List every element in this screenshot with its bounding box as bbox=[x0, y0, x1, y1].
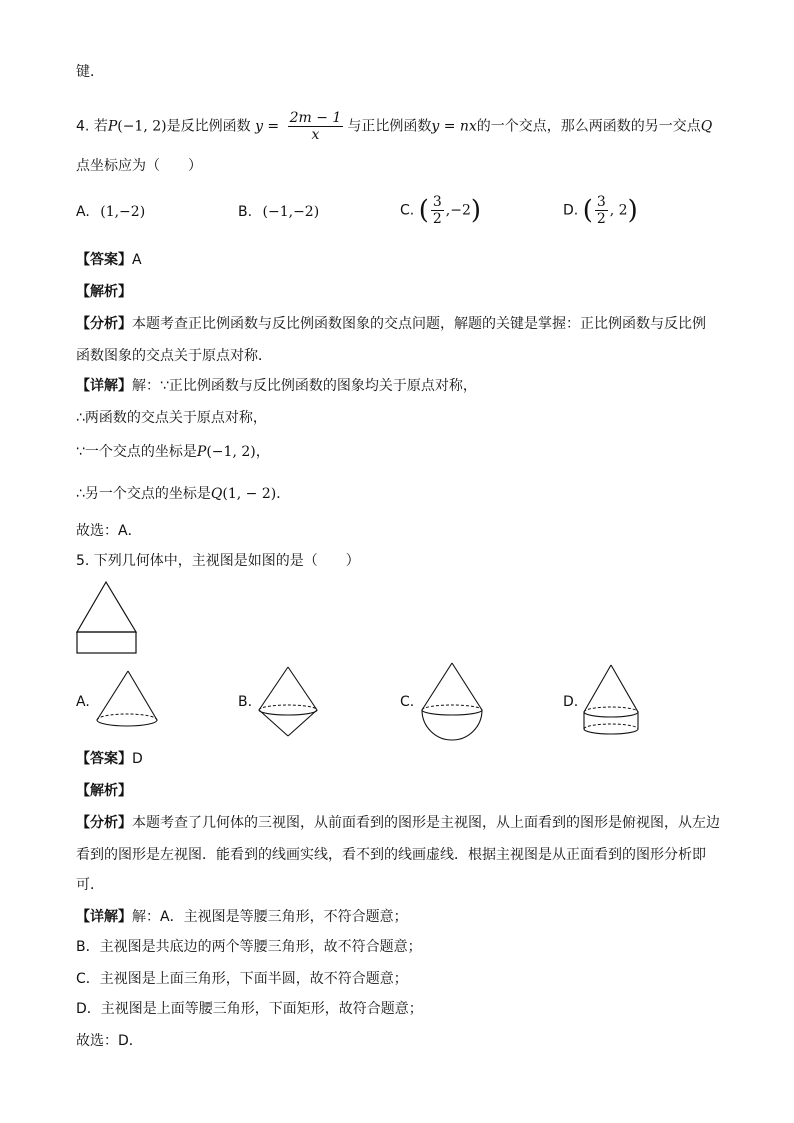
xiangjie-text: 解：A．主视图是等腰三角形，不符合题意； bbox=[132, 909, 408, 925]
q4-point-p: P bbox=[107, 118, 118, 135]
option-value: (−1,−2) bbox=[262, 204, 320, 220]
q5-option-b-double-cone[interactable] bbox=[256, 664, 322, 740]
q4-stem-line1 bbox=[76, 110, 712, 143]
frac-den: 2 bbox=[596, 211, 606, 227]
fenxi-label: 【分析】 bbox=[76, 815, 132, 831]
q4-point-q: Q bbox=[700, 118, 713, 135]
option-value: (1,−2) bbox=[100, 204, 146, 220]
answer-value: D bbox=[132, 751, 143, 767]
q4-stem-line2: 点坐标应为（ ） bbox=[76, 158, 202, 174]
q5-stem: 5. 下列几何体中，主视图是如图的是（ ） bbox=[76, 553, 360, 569]
q4-analysis-label: 【解析】 bbox=[76, 284, 132, 300]
frac-den: 2 bbox=[432, 211, 442, 227]
q4-fraction bbox=[288, 110, 344, 143]
q4-step2: ∴两函数的交点关于原点对称， bbox=[76, 410, 267, 426]
close-paren: ) bbox=[470, 195, 482, 226]
q5-analysis-label: 【解析】 bbox=[76, 783, 132, 799]
q5-line-b: B．主视图是共底边的两个等腰三角形，故不符合题意； bbox=[76, 939, 422, 955]
open-paren: ( bbox=[418, 195, 429, 226]
fenxi-text: 本题考查了几何体的三视图，从前面看到的图形是主视图，从上面看到的图形是俯视图，从左边 bbox=[132, 815, 720, 831]
front-view-figure bbox=[74, 578, 142, 658]
option-letter: C. bbox=[400, 202, 415, 219]
q4-option-a[interactable] bbox=[76, 202, 145, 222]
q4-stem-b: 是反比例函数 bbox=[166, 118, 251, 135]
q5-option-a-label[interactable]: A. bbox=[76, 694, 90, 710]
prev-question-fragment: 键． bbox=[76, 64, 104, 80]
q5-xiangjie bbox=[76, 907, 408, 927]
q4-y-nx: y = nx bbox=[431, 118, 477, 135]
q5-line-c: C．主视图是上面三角形，下面半圆，故不符合题意； bbox=[76, 971, 408, 987]
answer-value: A bbox=[132, 252, 142, 268]
q5-option-c-cone-hemisphere[interactable] bbox=[418, 660, 486, 744]
xiangjie-label: 【详解】 bbox=[76, 909, 132, 925]
q4-xiangjie bbox=[76, 376, 477, 396]
q5-option-c-label[interactable]: C. bbox=[400, 694, 415, 710]
option-rest: , 2 bbox=[609, 202, 628, 219]
q4-option-b[interactable] bbox=[238, 202, 319, 222]
frac-num: 3 bbox=[596, 194, 606, 210]
fenxi-text: 本题考查正比例函数与反比例函数图象的交点问题，解题的关键是掌握：正比例函数与反比例 bbox=[132, 316, 706, 332]
q4-number: 4. bbox=[76, 118, 90, 135]
q5-option-d-cone-cylinder[interactable] bbox=[580, 662, 642, 738]
q5-option-b-label[interactable]: B. bbox=[238, 694, 253, 710]
q4-step3: ∵一个交点的坐标是P(−1, 2)， bbox=[76, 444, 270, 460]
q4-frac-num: 2m − 1 bbox=[289, 110, 342, 126]
q4-stem-a: 若 bbox=[93, 118, 108, 135]
q5-answer bbox=[76, 749, 143, 769]
q4-fenxi-line2: 函数图象的交点关于原点对称． bbox=[76, 348, 272, 364]
q4-stem-d: 的一个交点，那么两函数的另一交点 bbox=[476, 118, 701, 135]
q4-option-d[interactable] bbox=[563, 194, 638, 227]
q4-stem-c: 与正比例函数 bbox=[347, 118, 432, 135]
answer-label: 【答案】 bbox=[76, 252, 132, 268]
option-rest: ,−2 bbox=[445, 202, 471, 219]
point-p: P bbox=[196, 444, 207, 460]
q5-line-d: D．主视图是上面等腰三角形，下面矩形，故符合题意； bbox=[76, 1001, 423, 1017]
option-letter: B. bbox=[238, 204, 253, 220]
q4-frac-den: x bbox=[311, 127, 320, 143]
xiangjie-text: 解：∵正比例函数与反比例函数的图象均关于原点对称， bbox=[132, 378, 477, 394]
option-letter: D. bbox=[563, 202, 579, 219]
close-paren: ) bbox=[627, 195, 638, 226]
q4-option-c[interactable] bbox=[400, 194, 481, 227]
q4-choose: 故选：A． bbox=[76, 523, 142, 539]
frac-num: 3 bbox=[432, 194, 442, 210]
point-q: Q bbox=[210, 486, 223, 502]
fraction bbox=[431, 194, 444, 227]
point-q-coords: (1, − 2) bbox=[222, 486, 277, 502]
q5-fenxi-line3: 可． bbox=[76, 877, 104, 893]
q5-fenxi-line2: 看到的图形是左视图．能看到的线画实线，看不到的线画虚线．根据主视图是从正面看到的图形分析即 bbox=[76, 847, 706, 863]
q5-option-a-cone[interactable] bbox=[94, 668, 160, 732]
fraction bbox=[595, 194, 608, 227]
q4-fenxi-line1 bbox=[76, 314, 706, 334]
q4-y-eq: y = bbox=[255, 118, 280, 135]
q4-answer bbox=[76, 250, 142, 270]
point-p-coords: (−1, 2) bbox=[206, 444, 256, 460]
q5-fenxi-line1 bbox=[76, 813, 720, 833]
open-paren: ( bbox=[582, 195, 593, 226]
answer-label: 【答案】 bbox=[76, 751, 132, 767]
q5-option-d-label[interactable]: D. bbox=[563, 694, 579, 710]
fenxi-label: 【分析】 bbox=[76, 316, 132, 332]
q5-choose: 故选：D． bbox=[76, 1033, 143, 1049]
option-letter: A. bbox=[76, 204, 90, 220]
xiangjie-label: 【详解】 bbox=[76, 378, 132, 394]
q4-point-p-coords: (−1, 2) bbox=[117, 118, 167, 135]
q4-step4: ∴另一个交点的坐标是Q(1, − 2)． bbox=[76, 486, 291, 502]
